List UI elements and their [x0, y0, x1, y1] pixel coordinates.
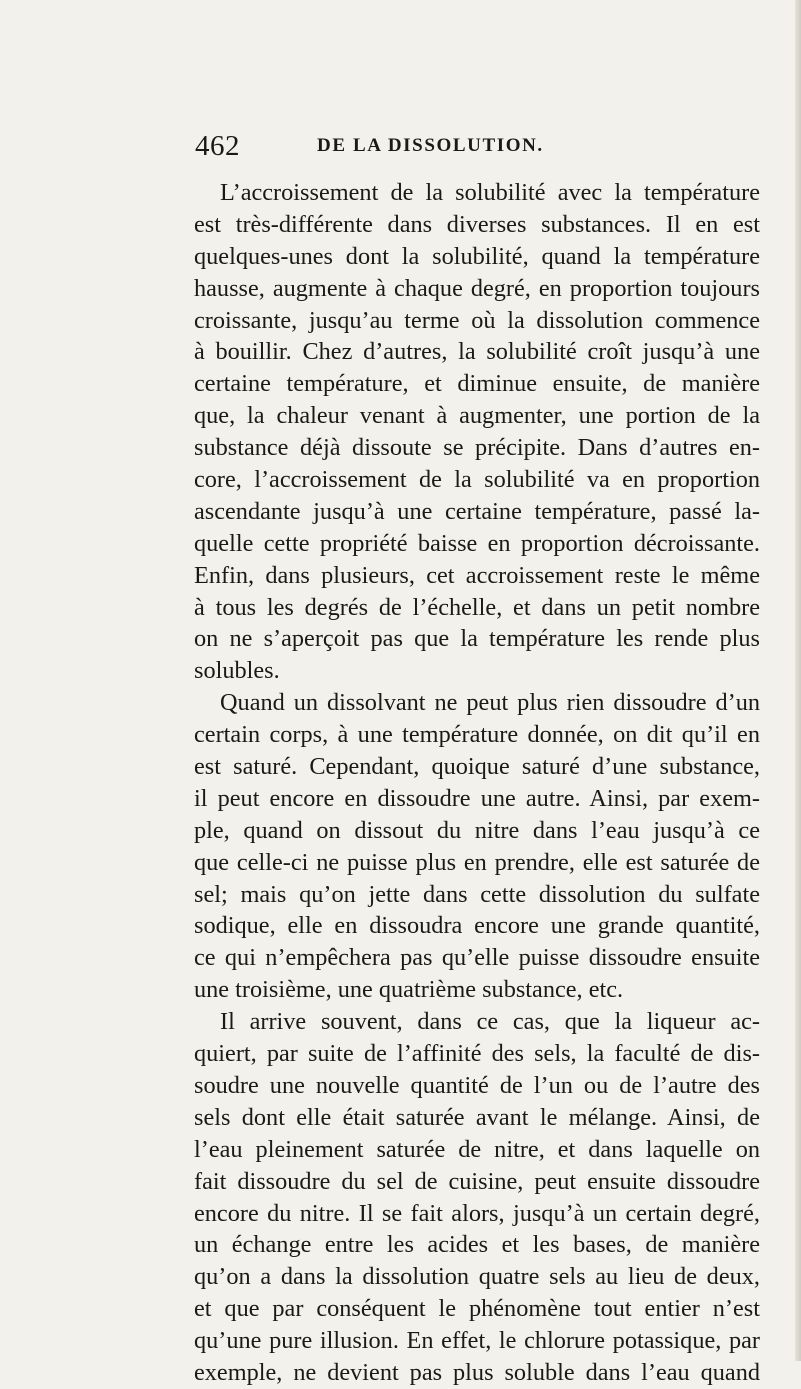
- page-number: 462: [195, 130, 240, 162]
- text-line: que, la chaleur venant à augmenter, une portion de la: [194, 402, 760, 430]
- text-line: ce qui n’empêchera pas qu’elle puisse dissoudre ensuite: [194, 944, 760, 972]
- text-line: est saturé. Cependant, quoique saturé d’une substance,: [194, 753, 760, 781]
- text-line: quelle cette propriété baisse en proportion décroissante.: [194, 529, 760, 557]
- text-line: ascendante jusqu’à une certaine température, passé la-: [194, 497, 760, 525]
- text-line: L’accroissement de la solubilité avec la température: [220, 179, 760, 206]
- body-text: [194, 177, 760, 1389]
- text-line: certain corps, à une température donnée, on dit qu’il en: [194, 721, 760, 749]
- text-line: quiert, par suite de l’affinité des sels, la faculté de dis-: [194, 1040, 760, 1068]
- text-line: hausse, augmente à chaque degré, en proportion toujours: [194, 274, 760, 302]
- text-line: sels dont elle était saturée avant le mélange. Ainsi, de: [194, 1103, 760, 1131]
- text-line: quelques-unes dont la solubilité, quand la température: [194, 242, 760, 270]
- running-head: DE LA DISSOLUTION.: [317, 135, 544, 156]
- text-line: qu’une pure illusion. En effet, le chlorure potassique, par: [194, 1327, 760, 1355]
- text-line: Enfin, dans plusieurs, cet accroissement reste le même: [194, 561, 760, 589]
- text-line: certaine température, et diminue ensuite, de manière: [194, 370, 760, 398]
- text-line: est très-différente dans diverses substances. Il en est: [194, 210, 760, 238]
- text-line: une troisième, une quatrième substance, etc.: [194, 976, 624, 1004]
- text-line: Il arrive souvent, dans ce cas, que la liqueur ac-: [220, 1008, 760, 1036]
- text-line: on ne s’aperçoit pas que la température les rende plus: [194, 625, 760, 653]
- text-line: encore du nitre. Il se fait alors, jusqu’à un certain degré,: [194, 1199, 760, 1227]
- text-line: fait dissoudre du sel de cuisine, peut ensuite dissoudre: [194, 1167, 760, 1195]
- text-line: sodique, elle en dissoudra encore une grande quantité,: [194, 912, 760, 940]
- text-line: que celle-ci ne puisse plus en prendre, elle est saturée de: [194, 848, 760, 876]
- text-line: à tous les degrés de l’échelle, et dans un petit nombre: [194, 593, 760, 621]
- text-line: exemple, ne devient pas plus soluble dans l’eau quand: [194, 1358, 760, 1386]
- text-line: solubles.: [194, 657, 280, 685]
- text-line: sel; mais qu’on jette dans cette dissolution du sulfate: [194, 880, 760, 908]
- page-header: [195, 126, 755, 166]
- text-line: ple, quand on dissout du nitre dans l’eau jusqu’à ce: [194, 816, 760, 844]
- text-line: soudre une nouvelle quantité de l’un ou de l’autre des: [194, 1071, 760, 1099]
- text-line: il peut encore en dissoudre une autre. Ainsi, par exem-: [194, 784, 760, 812]
- page-edge: [795, 0, 801, 1361]
- text-line: à bouillir. Chez d’autres, la solubilité croît jusqu’à une: [194, 338, 760, 366]
- text-line: l’eau pleinement saturée de nitre, et dans laquelle on: [194, 1135, 760, 1163]
- text-line: core, l’accroissement de la solubilité va en proportion: [194, 466, 760, 494]
- text-line: et que par conséquent le phénomène tout entier n’est: [194, 1295, 760, 1323]
- text-line: Quand un dissolvant ne peut plus rien dissoudre d’un: [220, 689, 760, 717]
- text-line: substance déjà dissoute se précipite. Dans d’autres en-: [194, 434, 760, 462]
- text-line: un échange entre les acides et les bases, de manière: [194, 1231, 760, 1259]
- text-line: qu’on a dans la dissolution quatre sels au lieu de deux,: [194, 1263, 760, 1291]
- text-line: croissante, jusqu’au terme où la dissolution commence: [194, 306, 760, 334]
